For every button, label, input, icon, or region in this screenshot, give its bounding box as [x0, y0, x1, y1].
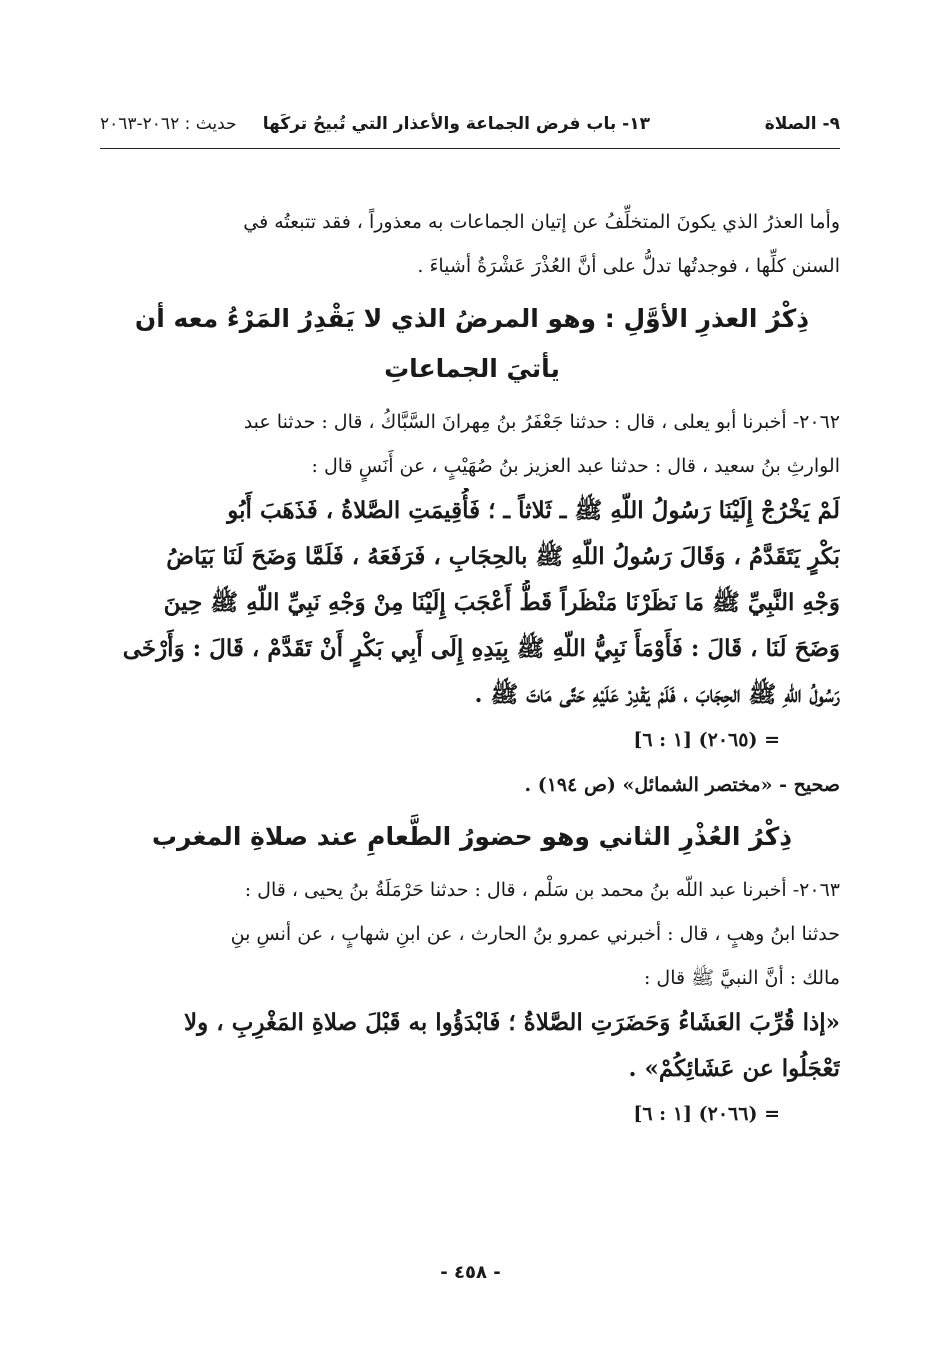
matn-line: «إذا قُرِّبَ العَشَاءُ وَحَضَرَتِ الصَّلاةُ ؛ فَابْدَؤُوا به قَبْلَ صلاةِ المَغْرِبِ ، ولا: [184, 1009, 840, 1036]
hadith-2062-cross-reference: = (٢٠٦٥) [١ : ٦]: [633, 729, 780, 751]
page-body: [104, 200, 840, 1136]
section-heading-first-excuse: [104, 294, 840, 394]
hadith-2063-isnad: [104, 868, 840, 1000]
matn-line: تَعْجَلُوا عن عَشَائِكُمْ» .: [628, 1055, 840, 1082]
section-heading-second-excuse: [104, 812, 840, 862]
hadith-2062-text: [104, 488, 840, 718]
header-chapter-title: ٩- الصلاة: [764, 114, 840, 134]
matn-line: وَضَحَ لَنَا ، قَالَ : فَأَوْمَأَ نَبِيُّ اللّهِ ﷺ بِيَدِهِ إِلَى أَبِي بَكْرٍ أَنْ تَقَدَّمْ ، قَالَ : وَأَرْخَى: [122, 635, 840, 662]
matn-line: بَكْرٍ يَتَقَدَّمُ ، وَقَالَ رَسُولُ اللّهِ ﷺ بالحِجَابِ ، فَرَفَعَهُ ، فَلَمَّا وَضَحَ لَنَا بَيَاضُ: [166, 543, 840, 570]
header-hadith-range: حديث : ٢٠٦٢-٢٠٦٣: [100, 114, 237, 134]
intro-line: السنن كلِّها ، فوجدتُها تدلُّ على أنَّ العُذْرَ عَشْرَةُ أشياءَ .: [417, 255, 840, 277]
hadith-2062-grading: صحيح - «مختصر الشمائل» (ص ١٩٤) .: [524, 774, 840, 796]
intro-line: وأما العذرُ الذي يكونَ المتخلِّفُ عن إتيان الجماعات به معذوراً ، فقد تتبعتُه في: [243, 211, 840, 233]
matn-line: رَسُولُ اللّهِ ﷺ الحِجَابَ ، فَلَمْ يَقْدِرْ عَلَيْهِ حَتَّى مَاتَ ﷺ .: [474, 681, 840, 708]
page-number: - ٤٥٨ -: [440, 1262, 501, 1283]
running-header: [100, 108, 840, 148]
isnad-line: حدثنا ابنُ وهبٍ ، قال : أخبرني عمرو بنُ الحارث ، عن ابنِ شهابٍ ، عن أنسِ بنِ: [230, 923, 840, 945]
heading-line: يأتيَ الجماعاتِ: [384, 354, 560, 383]
isnad-line: ٢٠٦٢- أخبرنا أبو يعلى ، قال : حدثنا جَعْفَرُ بنُ مِهرانَ السَّبَّاكُ ، قال : حدثنا عبد: [243, 411, 840, 433]
header-section-title: ١٣- باب فرض الجماعة والأعذار التي تُبيحُ تركَها: [262, 114, 650, 134]
header-divider: [100, 148, 840, 149]
matn-line: وَجْهِ النَّبِيِّ ﷺ مَا نَظَرْنَا مَنْظَراً قَطُّ أَعْجَبَ إِلَيْنَا مِنْ وَجْهِ نَبِيِّ اللّهِ ﷺ حِينَ: [163, 589, 840, 616]
hadith-2062-isnad: [104, 400, 840, 488]
isnad-line: ٢٠٦٣- أخبرنا عبد اللّه بنُ محمد بن سَلْم ، قال : حدثنا حَرْمَلَةُ بنُ يحيى ، قال :: [244, 879, 840, 901]
matn-line: لَمْ يَخْرُجْ إِلَيْنَا رَسُولُ اللّهِ ﷺ ـ ثَلاثاً ـ ؛ فَأُقِيمَتِ الصَّلاةُ ، فَذَهَبَ أَبُو: [227, 497, 840, 524]
heading-line: ذِكْرُ العذرِ الأوَّلِ : وهو المرضُ الذي لا يَقْدِرُ المَرْءُ معه أن: [134, 304, 810, 333]
hadith-2063-text: [104, 1000, 840, 1092]
heading-line: ذِكْرُ العُذْرِ الثاني وهو حضورُ الطَّعامِ عند صلاةِ المغرب: [151, 822, 793, 851]
isnad-line: الوارثِ بنُ سعيد ، قال : حدثنا عبد العزيز بنُ صُهَيْبٍ ، عن أَنَسٍ قال :: [311, 455, 840, 477]
hadith-2063-cross-reference: = (٢٠٦٦) [١ : ٦]: [633, 1103, 780, 1125]
isnad-line: مالك : أنَّ النبيَّ ﷺ قال :: [643, 967, 840, 989]
intro-paragraph: [104, 200, 840, 288]
